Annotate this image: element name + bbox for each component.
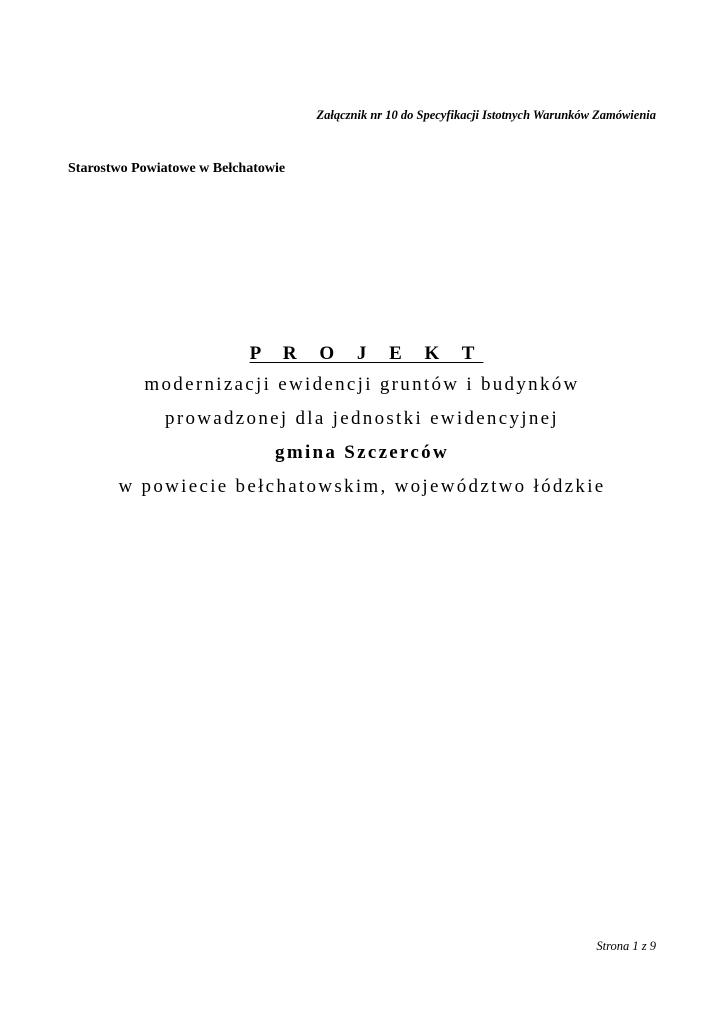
title-block [0,340,724,504]
project-heading: P R O J E K T [249,343,484,364]
title-line-1: modernizacji ewidencji gruntów i budynków [144,374,580,395]
title-line-4: w powiecie bełchatowskim, województwo łódzkie [118,476,606,497]
annex-note: Załącznik nr 10 do Specyfikacji Istotnych Warunków Zamówienia [316,108,656,122]
title-line-3: gmina Szczerców [275,442,449,463]
institution-name: Starostwo Powiatowe w Bełchatowie [68,161,286,176]
page-number: Strona 1 z 9 [596,939,656,953]
title-line-2: prowadzonej dla jednostki ewidencyjnej [165,408,559,429]
